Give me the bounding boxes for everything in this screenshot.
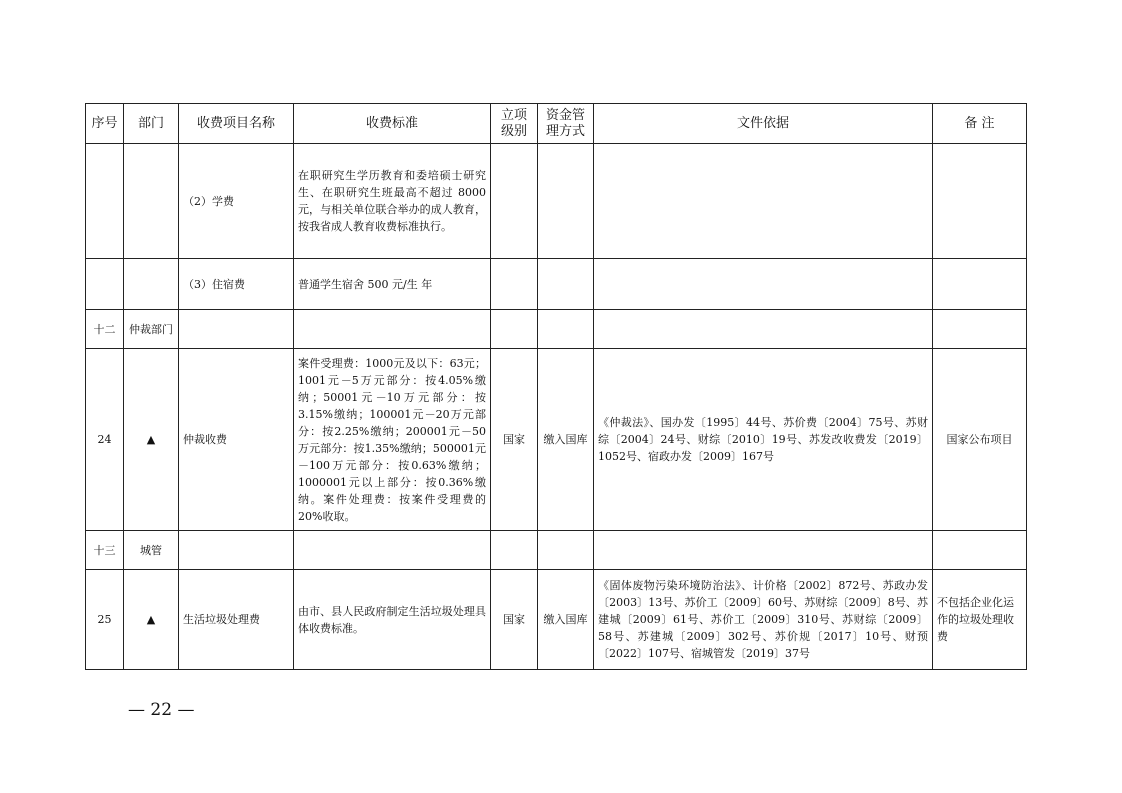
- cell-item: 生活垃圾处理费: [179, 570, 294, 670]
- header-basis: 文件依据: [594, 104, 933, 144]
- table-row: [86, 349, 1027, 531]
- header-note: 备 注: [933, 104, 1027, 144]
- cell-level: [491, 259, 538, 310]
- empty-cell: [294, 310, 491, 349]
- cell-fund: [538, 259, 594, 310]
- header-level: 立项级别: [491, 104, 538, 144]
- cell-standard: 普通学生宿舍 500 元/生 年: [294, 259, 491, 310]
- cell-dept: ▲: [124, 349, 179, 531]
- cell-fund: [538, 144, 594, 259]
- cell-note: 国家公布项目: [933, 349, 1027, 531]
- cell-fund: 缴入国库: [538, 570, 594, 670]
- cell-dept: ▲: [124, 570, 179, 670]
- empty-cell: [933, 310, 1027, 349]
- category-seq: 十三: [86, 531, 124, 570]
- cell-level: 国家: [491, 570, 538, 670]
- empty-cell: [179, 310, 294, 349]
- cell-item: （3）住宿费: [179, 259, 294, 310]
- cell-dept: [124, 144, 179, 259]
- header-row: [86, 104, 1027, 144]
- empty-cell: [538, 310, 594, 349]
- cell-note: [933, 144, 1027, 259]
- header-standard: 收费标准: [294, 104, 491, 144]
- category-row: [86, 531, 1027, 570]
- empty-cell: [491, 531, 538, 570]
- empty-cell: [538, 531, 594, 570]
- cell-standard: 在职研究生学历教育和委培硕士研究生、在职研究生班最高不超过 8000 元，与相关单位联合举办的成人教育，按我省成人教育收费标准执行。: [294, 144, 491, 259]
- category-row: [86, 310, 1027, 349]
- cell-basis: 《仲裁法》、国办发〔1995〕44号、苏价费〔2004〕75号、苏财综〔2004〕24号、财综〔2010〕19号、苏发改收费发〔2019〕1052号、宿政办发〔2009〕167号: [594, 349, 933, 531]
- header-seq: 序号: [86, 104, 124, 144]
- page-number: — 22 —: [128, 700, 195, 720]
- cell-item: 仲裁收费: [179, 349, 294, 531]
- table-row: [86, 259, 1027, 310]
- cell-note: [933, 259, 1027, 310]
- header-item: 收费项目名称: [179, 104, 294, 144]
- cell-dept: [124, 259, 179, 310]
- cell-seq: 25: [86, 570, 124, 670]
- cell-basis: [594, 144, 933, 259]
- empty-cell: [294, 531, 491, 570]
- cell-seq: 24: [86, 349, 124, 531]
- category-seq: 十二: [86, 310, 124, 349]
- empty-cell: [933, 531, 1027, 570]
- cell-item: （2）学费: [179, 144, 294, 259]
- cell-basis: [594, 259, 933, 310]
- empty-cell: [491, 310, 538, 349]
- category-dept: 仲裁部门: [124, 310, 179, 349]
- cell-fund: 缴入国库: [538, 349, 594, 531]
- header-fund: 资金管理方式: [538, 104, 594, 144]
- category-dept: 城管: [124, 531, 179, 570]
- header-dept: 部门: [124, 104, 179, 144]
- empty-cell: [594, 310, 933, 349]
- cell-seq: [86, 144, 124, 259]
- cell-standard: 由市、县人民政府制定生活垃圾处理具体收费标准。: [294, 570, 491, 670]
- cell-standard: 案件受理费：1000元及以下：63元；1001元－5万元部分：按4.05%缴纳；50001元－10万元部分：按3.15%缴纳；100001元－20万元部分：按2.25%缴纳；200001元－50万元部分：按1.35%缴纳；500001元－100万元部分：按0.63%缴纳；1000001元以上部分：按0.36%缴纳。案件处理费：按案件受理费的20%收取。: [294, 349, 491, 531]
- cell-note: 不包括企业化运作的垃圾处理收费: [933, 570, 1027, 670]
- cell-basis: 《固体废物污染环境防治法》、计价格〔2002〕872号、苏政办发〔2003〕13号、苏价工〔2009〕60号、苏财综〔2009〕8号、苏建城〔2009〕61号、苏价工〔2009〕310号、苏财综〔2009〕58号、苏建城〔2009〕302号、苏价规〔2017〕10号、财预〔2022〕107号、宿城管发〔2019〕37号: [594, 570, 933, 670]
- empty-cell: [179, 531, 294, 570]
- cell-level: [491, 144, 538, 259]
- cell-level: 国家: [491, 349, 538, 531]
- empty-cell: [594, 531, 933, 570]
- cell-seq: [86, 259, 124, 310]
- table-row: [86, 144, 1027, 259]
- table-row: [86, 570, 1027, 670]
- fee-table: [85, 103, 1027, 670]
